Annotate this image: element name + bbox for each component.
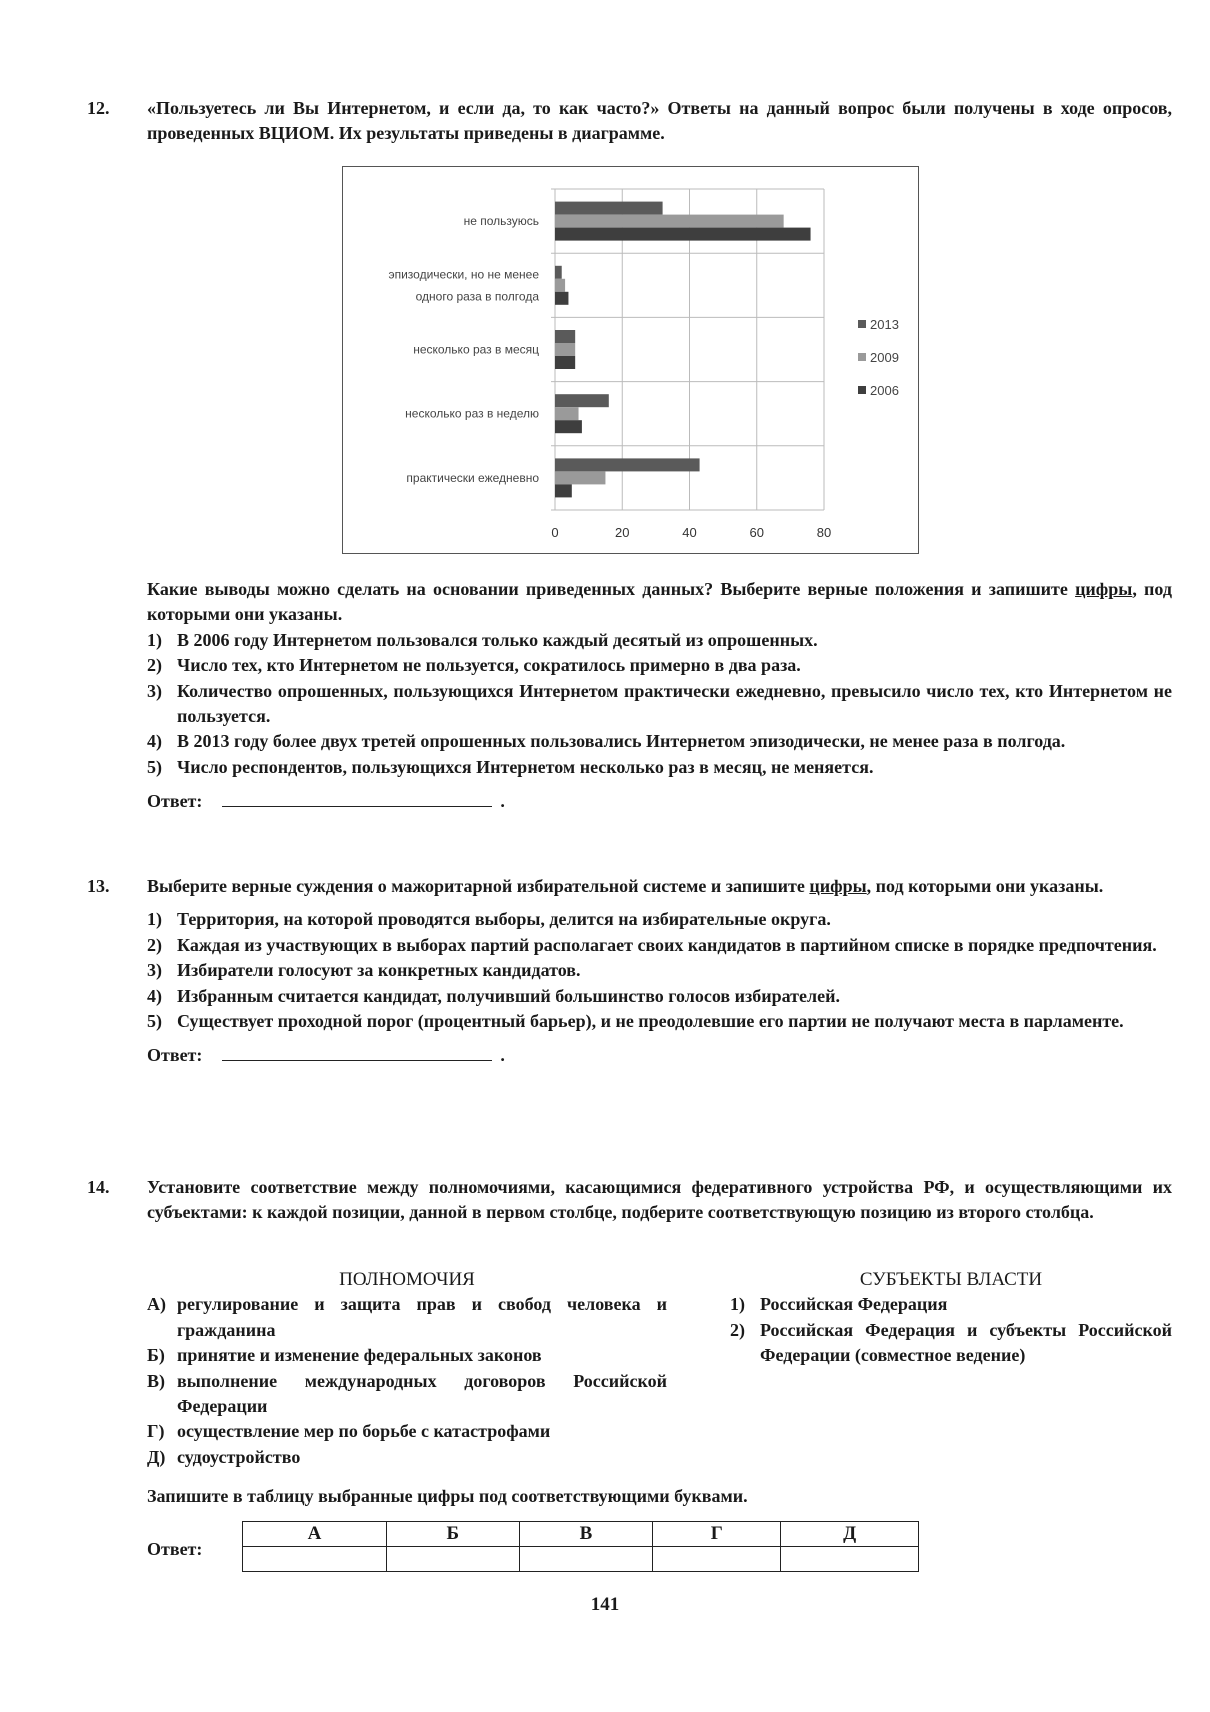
option-number: В) — [147, 1370, 165, 1391]
option-item — [147, 984, 1172, 1009]
page-number: 141 — [590, 1594, 620, 1615]
chart-svg — [343, 167, 920, 555]
bar-2009 — [555, 215, 784, 228]
table-header-cell: Б — [387, 1522, 520, 1547]
option-item — [147, 729, 1172, 754]
question-number: 12. — [87, 98, 110, 118]
bar-2009 — [555, 471, 605, 484]
x-tick-label: 80 — [816, 525, 832, 540]
table-header-cell: Г — [653, 1522, 781, 1547]
option-item — [730, 1292, 1172, 1317]
option-item — [147, 1369, 667, 1420]
option-number: 4) — [147, 731, 162, 752]
answer-cell[interactable] — [387, 1547, 520, 1572]
option-text: Существует проходной порог (процентный барьер), и не преодолевшие его партии не получают места в парламенте. — [177, 1011, 1124, 1032]
option-text: регулирование и защита прав и свобод человека и гражданина — [177, 1294, 667, 1340]
x-tick-label: 40 — [682, 525, 697, 540]
option-text: выполнение международных договоров Российской Федерации — [177, 1370, 667, 1417]
legend-label: 2006 — [870, 383, 899, 398]
bar-2009 — [555, 279, 565, 292]
option-number: 1) — [730, 1294, 745, 1315]
option-text: Число респондентов, пользующихся Интернетом несколько раз в месяц, не меняется. — [177, 756, 874, 777]
option-number: Д) — [147, 1446, 166, 1467]
option-item — [147, 653, 1172, 678]
question-12-body: Какие выводы можно сделать на основании приведенных данных? Выберите верные положения и запишите цифры, под которыми они указаны. 1) В 2006 году Интернетом пользовался только каждый десятый из опрошенных. 2) Число тех, кто Интернетом не пользуется, сократилось примерно в два раза. 3) Количество опрошенных, пользующихся Интернетом практически ежедневно, превысило число тех, кто Интернетом не пользуется. 4) В 2013 году более двух третей опрошенных пользовались Интернетом эпизодически, не менее раза в полгода. 5) Число респондентов, пользующихся Интернетом несколько раз в месяц, не меняется. Ответ: . — [147, 577, 1172, 815]
legend-swatch-2006 — [858, 386, 866, 394]
table-header-cell: Д — [781, 1522, 919, 1547]
bar-2006 — [555, 356, 575, 369]
bar-2013 — [555, 458, 700, 471]
option-text: Российская Федерация и субъекты Российской Федерации (совместное ведение) — [760, 1319, 1172, 1366]
answer-field[interactable] — [222, 788, 492, 807]
option-item — [730, 1318, 1172, 1369]
bar-2006 — [555, 292, 568, 305]
option-text: Количество опрошенных, пользующихся Интернетом практически ежедневно, превысило число тех, кто Интернетом не пользуется. — [177, 680, 1172, 727]
option-text: В 2013 году более двух третей опрошенных пользовались Интернетом эпизодически, не менее раза в полгода. — [177, 731, 1066, 752]
answer-label: Ответ: — [147, 1539, 203, 1559]
option-number: 2) — [147, 934, 162, 955]
option-text: осуществление мер по борьбе с катастрофами — [177, 1421, 551, 1442]
bar-2006 — [555, 420, 582, 433]
category-label: практически ежедневно — [406, 470, 539, 485]
option-item — [147, 679, 1172, 730]
option-number: 2) — [147, 655, 162, 676]
option-text: Число тех, кто Интернетом не пользуется, сократилось примерно в два раза. — [177, 655, 801, 676]
question-number: 13. — [87, 876, 110, 896]
option-text: Территория, на которой проводятся выборы, делится на избирательные округа. — [177, 909, 831, 930]
option-number: Б) — [147, 1345, 165, 1366]
option-item — [147, 907, 1172, 932]
category-label: эпизодически, но не менее — [388, 267, 539, 282]
option-item — [147, 958, 1172, 983]
option-number: 1) — [147, 909, 162, 930]
answer-cell[interactable] — [519, 1547, 653, 1572]
question-13-body: Выберите верные суждения о мажоритарной избирательной системе и запишите цифры, под которыми они указаны. 1) Территория, на которой проводятся выборы, делится на избирательные округа. 2) Каждая из участвующих в выборах партий располагает своих кандидатов в партийном списке в порядке предпочтения. 3) Избиратели голосуют за конкретных кандидатов. 4) Избранным считается кандидат, получивший большинство голосов избирателей. 5) Существует проходной порог (процентный барьер), и не преодолевшие его партии не получают места в парламенте. Ответ: . — [147, 874, 1172, 1069]
table-header-cell: В — [519, 1522, 653, 1547]
answer-cell[interactable] — [243, 1547, 387, 1572]
legend-label: 2009 — [870, 350, 899, 365]
bar-2006 — [555, 484, 572, 497]
option-number: 1) — [147, 629, 162, 650]
answer-cell[interactable] — [653, 1547, 781, 1572]
option-number: 4) — [147, 985, 162, 1006]
subjects-column — [730, 1267, 1172, 1369]
option-text: Российская Федерация — [760, 1294, 948, 1315]
answer-field[interactable] — [222, 1042, 492, 1061]
answer-table — [242, 1521, 919, 1572]
option-item — [147, 1343, 667, 1368]
question-prompt: Какие выводы можно сделать на основании приведенных данных? Выберите верные положения и запишите цифры, под которыми они указаны. — [147, 579, 1172, 625]
option-item — [147, 628, 1172, 653]
legend-label: 2013 — [870, 317, 899, 332]
option-number: 3) — [147, 960, 162, 981]
x-tick-label: 60 — [749, 525, 764, 540]
option-text: принятие и изменение федеральных законов — [177, 1345, 542, 1366]
answer-label: Ответ: — [147, 791, 203, 812]
x-tick-label: 0 — [551, 525, 559, 540]
option-number: Г) — [147, 1421, 165, 1442]
bar-2013 — [555, 266, 562, 279]
answer-cell[interactable] — [781, 1547, 919, 1572]
question-12-intro: «Пользуетесь ли Вы Интернетом, и если да, то как часто?» Ответы на данный вопрос были получены в ходе опросов, проведенных ВЦИОМ. Их результаты приведены в диаграмме. — [147, 98, 1172, 144]
powers-column — [147, 1267, 667, 1470]
option-item — [147, 1445, 667, 1470]
question-14-intro: Установите соответствие между полномочиями, касающимися федеративного устройства РФ, и осуществляющими их субъектами: к каждой позиции, данной в первом столбце, подберите соответствующую позицию из второго столбца. — [147, 1177, 1172, 1223]
option-number: 3) — [147, 680, 162, 701]
option-text: Избиратели голосуют за конкретных кандидатов. — [177, 960, 581, 981]
option-number: А) — [147, 1294, 166, 1315]
legend-swatch-2009 — [858, 353, 866, 361]
bar-2006 — [555, 228, 811, 241]
option-item — [147, 1292, 667, 1343]
option-item — [147, 1009, 1172, 1034]
option-text: В 2006 году Интернетом пользовался только каждый десятый из опрошенных. — [177, 629, 818, 650]
option-text: Избранным считается кандидат, получивший большинство голосов избирателей. — [177, 985, 840, 1006]
table-header-cell: А — [243, 1522, 387, 1547]
category-label: одного раза в полгода — [415, 289, 539, 304]
question-number: 14. — [87, 1177, 110, 1197]
option-number: 5) — [147, 1011, 162, 1032]
bar-2013 — [555, 394, 609, 407]
category-label: несколько раз в неделю — [405, 406, 539, 421]
category-label: несколько раз в месяц — [413, 342, 539, 357]
table-prompt: Запишите в таблицу выбранные цифры под соответствующими буквами. — [147, 1486, 748, 1506]
question-prompt: Выберите верные суждения о мажоритарной избирательной системе и запишите цифры, под которыми они указаны. — [147, 876, 1104, 896]
option-text: судоустройство — [177, 1446, 301, 1467]
bar-2009 — [555, 407, 579, 420]
bar-2013 — [555, 330, 575, 343]
legend-swatch-2013 — [858, 320, 866, 328]
option-number: 5) — [147, 756, 162, 777]
option-item — [147, 933, 1172, 958]
category-label: не пользуюсь — [463, 214, 539, 229]
answer-label: Ответ: — [147, 1045, 203, 1066]
bar-2009 — [555, 343, 575, 356]
subjects-heading: СУБЪЕКТЫ ВЛАСТИ — [859, 1269, 1043, 1290]
bar-2013 — [555, 202, 663, 215]
option-item — [147, 1419, 667, 1444]
bar-chart — [342, 166, 919, 554]
x-tick-label: 20 — [615, 525, 630, 540]
option-number: 2) — [730, 1319, 745, 1340]
option-text: Каждая из участвующих в выборах партий располагает своих кандидатов в партийном списке в порядке предпочтения. — [177, 934, 1157, 955]
powers-heading: ПОЛНОМОЧИЯ — [339, 1269, 475, 1290]
option-item — [147, 755, 1172, 780]
